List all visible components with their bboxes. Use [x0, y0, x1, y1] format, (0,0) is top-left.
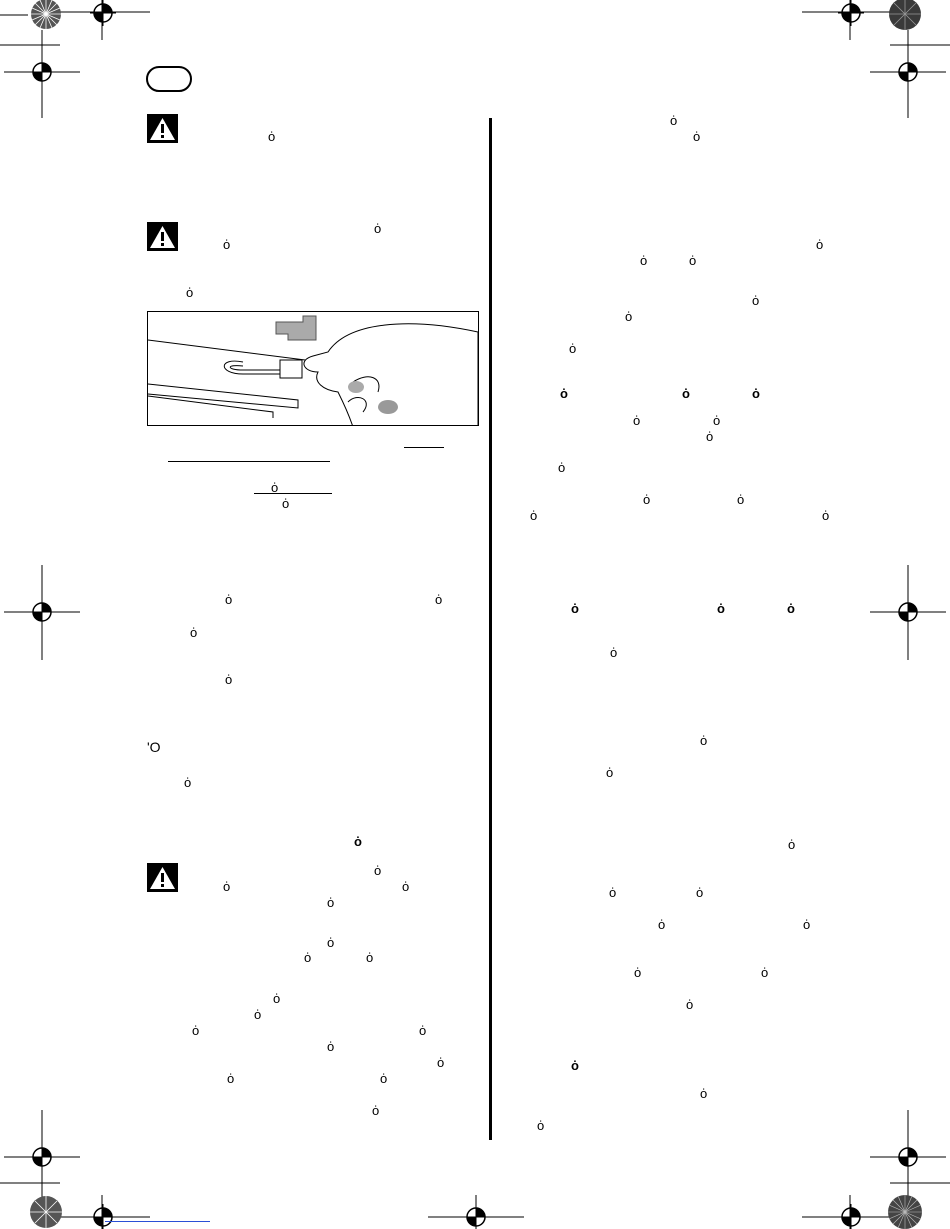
text-glyph: ȯ [609, 885, 617, 900]
text-glyph: ȯ [682, 386, 690, 401]
registration-mark-icon [463, 1204, 489, 1229]
text-glyph: ȯ [633, 413, 641, 428]
registration-mark-icon [90, 1204, 116, 1229]
text-glyph: ȯ [530, 508, 538, 523]
warning-triangle-icon [147, 863, 178, 892]
text-glyph: ȯ [752, 386, 760, 401]
footer-link-underline[interactable] [105, 1221, 210, 1222]
text-glyph: ȯ [761, 965, 769, 980]
text-glyph: ȯ [327, 935, 335, 950]
text-glyph: ȯ [186, 285, 194, 300]
language-badge [146, 66, 192, 92]
text-glyph: ȯ [634, 965, 642, 980]
text-glyph: ȯ [643, 492, 651, 507]
text-glyph: ȯ [271, 480, 279, 495]
text-glyph: ȯ [327, 1039, 335, 1054]
text-glyph: ȯ [374, 221, 382, 236]
registration-mark-icon [838, 1204, 864, 1229]
registration-mark-icon [90, 0, 116, 26]
color-calibration-wheel-icon [28, 0, 64, 30]
text-glyph: ȯ [686, 997, 694, 1012]
text-glyph: ȯ [374, 863, 382, 878]
registration-mark-icon [838, 0, 864, 26]
text-glyph: ȯ [225, 592, 233, 607]
text-glyph: ȯ [606, 765, 614, 780]
text-glyph: ȯ [354, 834, 362, 849]
text-glyph: ȯ [625, 309, 633, 324]
color-calibration-wheel-icon [28, 1193, 64, 1229]
warning-triangle-icon [147, 114, 178, 143]
text-glyph: ȯ [537, 1118, 545, 1133]
text-glyph: ȯ [737, 492, 745, 507]
text-glyph: ȯ [822, 508, 830, 523]
text-glyph: ȯ [254, 1007, 262, 1022]
text-glyph: ȯ [372, 1103, 380, 1118]
text-glyph: ȯ [223, 879, 231, 894]
text-glyph: ȯ [223, 237, 231, 252]
text-glyph: ȯ [693, 129, 701, 144]
underline-rule [254, 493, 332, 494]
column-divider [489, 118, 492, 1140]
text-glyph: ȯ [366, 950, 374, 965]
registration-mark-icon [29, 599, 55, 625]
text-glyph: ȯ [696, 885, 704, 900]
text-glyph: ȯ [670, 113, 678, 128]
warning-triangle-icon [147, 222, 178, 251]
text-glyph: ȯ [304, 950, 312, 965]
text-glyph: ȯ [788, 837, 796, 852]
text-glyph: ȯ [717, 601, 725, 616]
text-glyph: ȯ [184, 775, 192, 790]
text-glyph: ȯ [700, 1086, 708, 1101]
text-glyph: ȯ [569, 341, 577, 356]
illustration-drawing [148, 312, 479, 426]
registration-mark-icon [895, 1144, 921, 1170]
underline-rule [404, 447, 444, 448]
text-glyph: ȯ [689, 253, 697, 268]
text-glyph: ȯ [713, 413, 721, 428]
underline-rule [168, 461, 330, 462]
text-glyph: ʹO [147, 739, 161, 755]
text-glyph: ȯ [227, 1071, 235, 1086]
text-glyph: ȯ [700, 733, 708, 748]
registration-mark-icon [29, 59, 55, 85]
text-glyph: ȯ [282, 496, 290, 511]
registration-mark-icon [895, 599, 921, 625]
text-glyph: ȯ [268, 129, 276, 144]
text-glyph: ȯ [787, 601, 795, 616]
text-glyph: ȯ [273, 991, 281, 1006]
text-glyph: ȯ [192, 1023, 200, 1038]
text-glyph: ȯ [419, 1023, 427, 1038]
text-glyph: ȯ [560, 386, 568, 401]
text-glyph: ȯ [816, 237, 824, 252]
text-glyph: ȯ [435, 592, 443, 607]
text-glyph: ȯ [327, 895, 335, 910]
color-calibration-wheel-icon [886, 0, 924, 31]
text-glyph: ȯ [610, 645, 618, 660]
text-glyph: ȯ [658, 917, 666, 932]
text-glyph: ȯ [437, 1055, 445, 1070]
text-glyph: ȯ [571, 601, 579, 616]
text-glyph: ȯ [706, 429, 714, 444]
text-glyph: ȯ [380, 1071, 388, 1086]
color-calibration-wheel-icon [886, 1193, 924, 1229]
text-glyph: ȯ [571, 1058, 579, 1073]
text-glyph: ȯ [225, 672, 233, 687]
text-glyph: ȯ [803, 917, 811, 932]
text-glyph: ȯ [558, 460, 566, 475]
hand-removing-clip-illustration [147, 311, 479, 426]
text-glyph: ȯ [402, 879, 410, 894]
text-glyph: ȯ [752, 293, 760, 308]
registration-mark-icon [29, 1144, 55, 1170]
registration-mark-icon [895, 59, 921, 85]
text-glyph: ȯ [640, 253, 648, 268]
text-glyph: ȯ [190, 625, 198, 640]
